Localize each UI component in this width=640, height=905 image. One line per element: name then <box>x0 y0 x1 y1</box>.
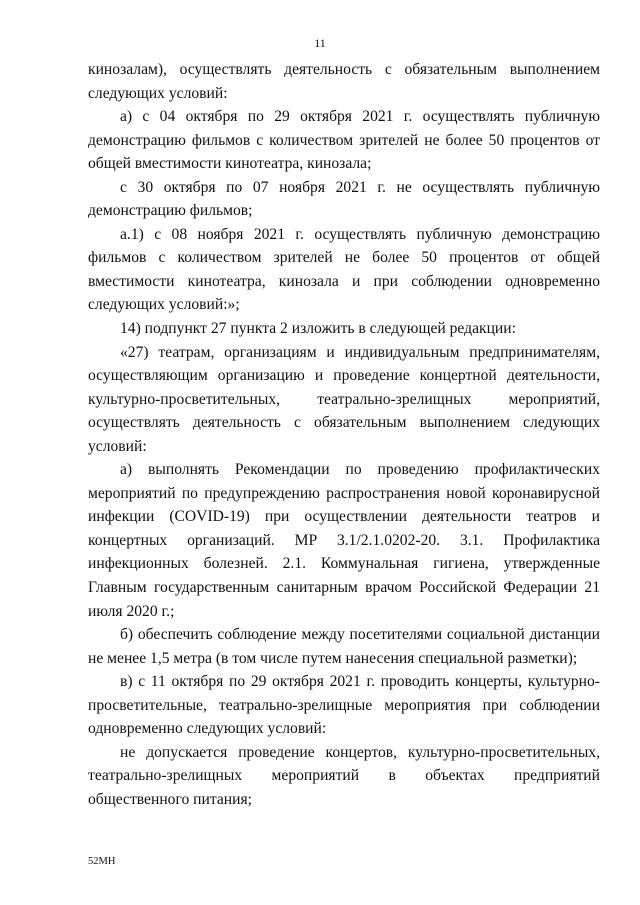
footer-code: 52МН <box>88 856 116 867</box>
paragraph: «27) театрам, организациям и индивидуальным предпринимателям, осуществляющим организацию и проведение концертной деятельности, культурно-просветительных, театрально-зрелищных мероприятий, осуществлять деятельность с обязательным выполнением следующих условий: <box>88 343 600 455</box>
page-number: 11 <box>314 36 326 50</box>
paragraph: а) с 04 октября по 29 октября 2021 г. осуществлять публичную демонстрацию фильмов с количеством зрителей не более 50 процентов от общей вместимости кинотеатра, кинозала; <box>88 108 600 173</box>
paragraph: а.1) с 08 ноября 2021 г. осуществлять публичную демонстрацию фильмов с количеством зрителей не более 50 процентов от общей вместимости кинотеатра, кинозала и при соблюдении одновременно следующих условий:»; <box>88 225 600 314</box>
paragraph: 14) подпункт 27 пункта 2 изложить в следующей редакции: <box>120 320 516 338</box>
paragraph: с 30 октября по 07 ноября 2021 г. не осуществлять публичную демонстрацию фильмов; <box>88 178 600 220</box>
paragraph: а) выполнять Рекомендации по проведению профилактических мероприятий по предупреждению распространения новой коронавирусной инфекции (COVID-19) при осуществлении деятельности театров и концертных организаций. МР 3.1/2.1.0202-20. 3.1. Профилактика инфекционных болезней. 2.1. Коммунальная гигиена, утвержденные Главным государственным санитарным врачом Российской Федерации 21 июля 2020 г.; <box>88 461 600 620</box>
paragraph-continuation: кинозалам), осуществлять деятельность с обязательным выполнением следующих условий: <box>88 61 600 102</box>
paragraph: б) обеспечить соблюдение между посетителями социальной дистанции не менее 1,5 метра (в том числе путем нанесения специальной разметки); <box>88 626 600 667</box>
paragraph: не допускается проведение концертов, культурно-просветительных, театрально-зрелищных мероприятий в объектах предприятий общественного питания; <box>88 743 600 808</box>
paragraph: в) с 11 октября по 29 октября 2021 г. проводить концерты, культурно-просветительные, театрально-зрелищные мероприятия при соблюдении одновременно следующих условий: <box>88 673 600 738</box>
document-body <box>88 58 600 812</box>
